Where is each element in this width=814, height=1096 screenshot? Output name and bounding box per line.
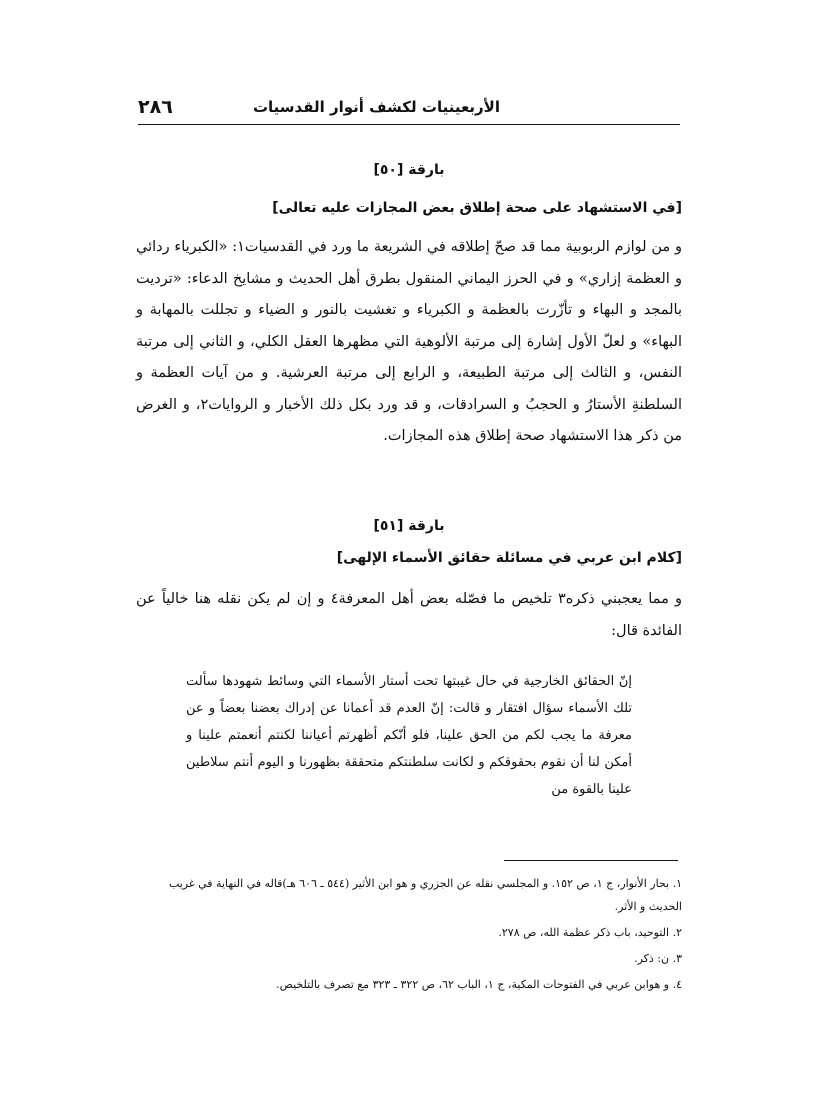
footnote-4: ٤. و هوابن عربي في الفتوحات المكية، ج ١، الباب ٦٢، ص ٣٢٢ ـ ٣٢٣ مع تصرف بالتلخيص. — [276, 978, 682, 991]
footnote-2: ٢. التوحيد، باب ذكر عظمة الله، ص ٢٧٨. — [498, 926, 682, 939]
section-50-heading: بارقة [٥٠] — [373, 162, 445, 178]
footnote-3: ٣. ن: ذكر. — [634, 952, 682, 965]
section-51-paragraph — [136, 584, 682, 647]
section-50-paragraph — [136, 232, 682, 453]
section-51-heading: بارقة [٥١] — [373, 518, 445, 534]
section-51-subtitle: [كلام ابن عربي في مسائلة حقائق الأسماء الإلهى] — [336, 550, 682, 566]
footnotes — [136, 872, 682, 999]
page-number: ٢٨٦ — [138, 96, 173, 118]
footnote-1: ١. بحار الأنوار، ج ١، ص ١٥٢. و المجلسي نقله عن الجزري و هو ابن الأثير (٥٤٤ ـ ٦٠٦ هـ)قاله في النهاية في غريب الحديث و الأثر. — [168, 877, 682, 913]
running-title: الأربعينيات لكشف أنوار القدسيات — [252, 98, 500, 116]
footnote-divider — [504, 860, 678, 861]
block-quote — [186, 668, 632, 803]
page-header — [138, 96, 680, 125]
paragraph-text: و من لوازم الربوبية مما قد صحّ إطلاقه في الشريعة ما ورد في القدسيات١: «الكبرياء ردائي و العظمة إزاري» و في الحرز اليماني المنقول بطرق أهل الحديث و مشايخ الدعاء: «ترديت بالمجد و البهاء و تأزّرت بالعظمة و الكبرياء و تغشيت بالنور و الضياء و تجللت بالمهابة و البهاء» و لعلّ الأول إشارة إلى مرتبة الألوهية التي مظهرها العقل الكلي، و الثاني إلى مرتبة النفس، و الثالث إلى مرتبة الطبيعة، و الرابع إلى مرتبة العرشية. و من آيات العظمة و السلطنةِ الأستارُ و الحجبُ و السرادقات، و قد ورد بكل ذلك الأخبار و الروايات٢، و الغرض من ذكر هذا الاستشهاد صحة إطلاق هذه المجازات. — [136, 239, 682, 444]
section-50-subtitle: [في الاستشهاد على صحة إطلاق بعض المجازات عليه تعالى] — [272, 200, 682, 216]
quote-text: إنّ الحقائق الخارجية في حال غيبتها تحت أستار الأسماء التي وسائط شهودها سألت تلك الأسماء سؤال افتقار و قالت: إنّ العدم قد أعمانا عن إدراك بعضنا بعضاً و عن معرفة ما يجب لكم من الحق علينا، فلو أنّكم أظهرتم أعياننا لكنتم أنعمتم علينا و أمكن لنا أن نقوم بحقوقكم و لكانت سلطنتكم متحققة بظهورنا و اليوم أنتم سلاطين علينا بالقوة من — [186, 674, 632, 797]
paragraph-text: و مما يعجبني ذكره٣ تلخيص ما فصّله بعض أهل المعرفة٤ و إن لم يكن نقله هنا خالياً عن الفائدة قال: — [136, 591, 682, 639]
